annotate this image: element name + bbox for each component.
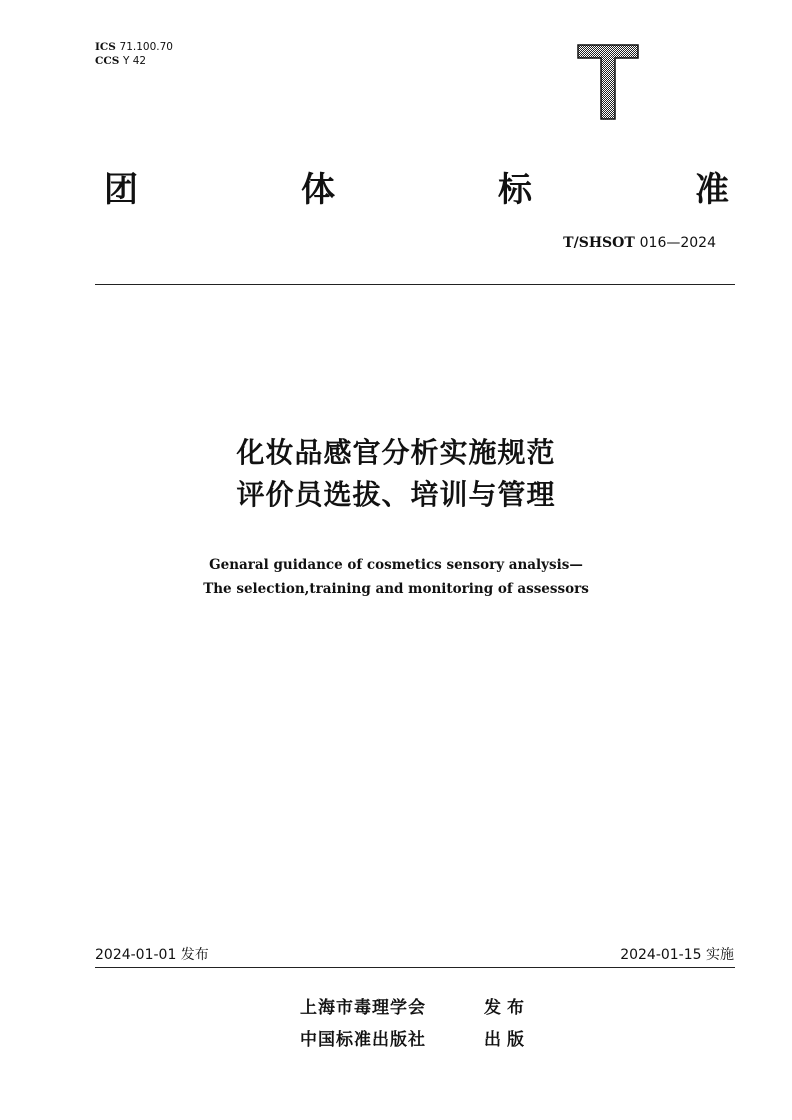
standard-number [563,235,716,251]
ics-label: ICS [95,41,116,53]
kind-char-2: 体 [301,170,335,210]
issue-date: 2024-01-01 发布 [95,947,209,963]
english-title [0,553,792,601]
classification-codes [95,40,173,68]
implementation-date: 2024-01-15 实施 [620,947,734,963]
chinese-title-line-1: 化妆品感官分析实施规范 [236,436,556,469]
kind-char-3: 标 [498,170,532,210]
issuing-organization: 上海市毒理学会 [300,998,426,1018]
top-divider [95,284,735,285]
standard-number-suffix: 016—2024 [639,235,716,251]
t-standard-logo [577,44,639,120]
ics-code [95,40,173,54]
ccs-value: Y 42 [122,55,147,67]
kind-char-4: 准 [695,170,729,210]
issuing-action: 发布 [484,998,530,1018]
publishing-organization: 中国标准出版社 [300,1030,426,1050]
standard-number-prefix: T/SHSOT [563,235,635,251]
ics-value: 71.100.70 [119,41,173,53]
chinese-title-line-2: 评价员选拔、培训与管理 [236,478,556,511]
ccs-code [95,54,173,68]
bottom-divider [95,967,735,968]
chinese-title [0,432,792,516]
english-title-line-1: Genaral guidance of cosmetics sensory analysis— [209,557,583,573]
ccs-label: CCS [95,55,120,67]
standard-kind-heading [104,162,729,210]
kind-char-1: 团 [104,170,138,210]
english-title-line-2: The selection,training and monitoring of assessors [203,581,589,597]
publishing-action: 出版 [484,1030,530,1050]
